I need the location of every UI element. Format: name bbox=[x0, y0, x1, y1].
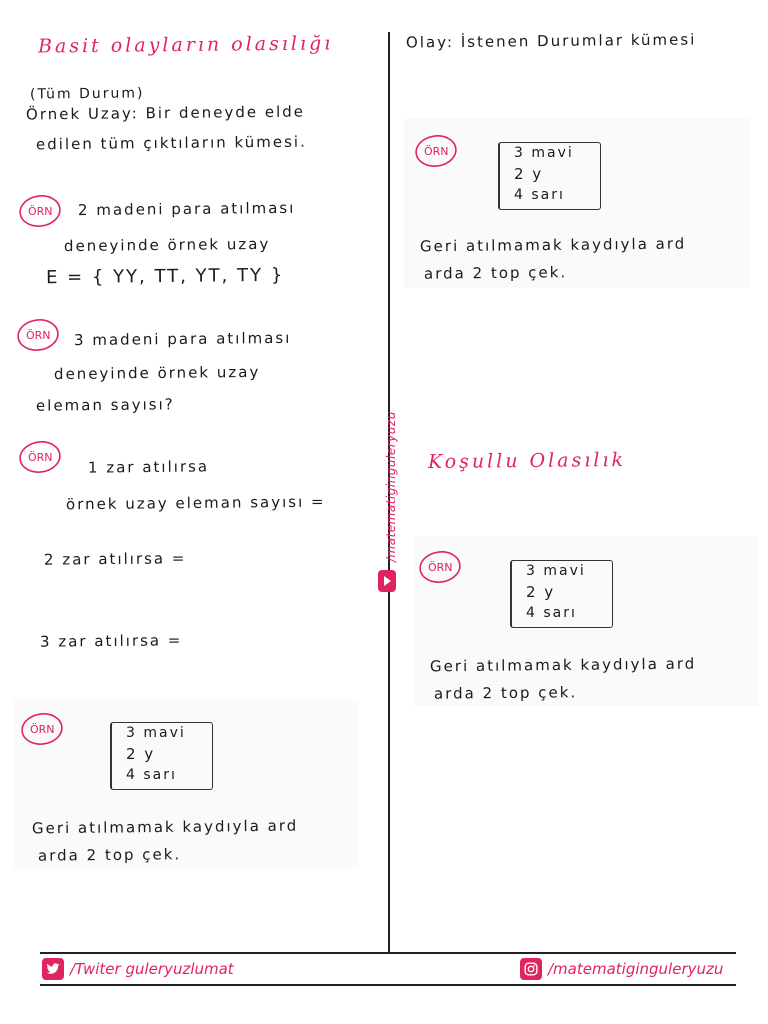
ball-set-box bbox=[498, 142, 601, 210]
ball-yellow-count: 4 sarı bbox=[526, 605, 577, 621]
instagram-handle: /matematiginguleryuzu bbox=[548, 960, 724, 978]
ornek-badge-icon bbox=[18, 192, 62, 230]
svg-text:ÖRN: ÖRN bbox=[28, 451, 53, 464]
twitter-handle: /Twiter guleryuzlumat bbox=[70, 960, 234, 978]
svg-text:ÖRN: ÖRN bbox=[26, 329, 51, 342]
ball-y-count: 2 y bbox=[126, 745, 156, 763]
ex1-sample-space: E = { YY, TT, YT, TY } bbox=[45, 264, 285, 289]
ball-y-count: 2 y bbox=[514, 165, 544, 183]
ornek-label: ÖRN bbox=[28, 205, 53, 218]
ball-blue-count: 3 mavi bbox=[514, 145, 574, 161]
brand-vertical-text: /matematiginguleryuzu bbox=[384, 411, 398, 562]
kosullu-title: Koşullu Olasılık bbox=[427, 448, 627, 474]
ornek-badge-icon bbox=[20, 710, 64, 748]
ball-blue-count: 3 mavi bbox=[126, 725, 186, 741]
svg-text:ÖRN: ÖRN bbox=[424, 145, 449, 158]
ball-set-box bbox=[110, 722, 213, 790]
definition-line-1: Örnek Uzay: Bir deneyde elde bbox=[25, 102, 306, 124]
ornek-badge-icon bbox=[418, 548, 462, 586]
ex3-line-4: 3 zar atılırsa = bbox=[39, 631, 183, 651]
twitter-link[interactable] bbox=[42, 958, 234, 980]
question-line-1: Geri atılmamak kaydıyla ard bbox=[429, 654, 697, 676]
ornek-badge-icon bbox=[18, 438, 62, 476]
ball-yellow-count: 4 sarı bbox=[514, 187, 565, 203]
question-line-1: Geri atılmamak kaydıyla ard bbox=[31, 816, 299, 838]
ball-y-count: 2 y bbox=[526, 583, 556, 601]
ex2-line-3: eleman sayısı? bbox=[35, 395, 175, 415]
question-line-2: arda 2 top çek. bbox=[423, 263, 568, 283]
youtube-icon bbox=[378, 570, 396, 592]
ball-blue-count: 3 mavi bbox=[526, 563, 586, 579]
ball-yellow-count: 4 sarı bbox=[126, 767, 177, 783]
ex3-line-1: 1 zar atılırsa bbox=[87, 457, 210, 477]
ex1-line-1: 2 madeni para atılması bbox=[77, 198, 296, 220]
ornek-badge-icon bbox=[16, 316, 60, 354]
question-line-1: Geri atılmamak kaydıyla ard bbox=[419, 234, 687, 256]
tum-durum-label: (Tüm Durum) bbox=[29, 85, 145, 103]
svg-text:ÖRN: ÖRN bbox=[30, 723, 55, 736]
ornek-badge-icon bbox=[414, 132, 458, 170]
olay-definition: Olay: İstenen Durumlar kümesi bbox=[405, 30, 697, 52]
vertical-brand bbox=[376, 390, 400, 600]
instagram-icon bbox=[520, 958, 542, 980]
question-line-2: arda 2 top çek. bbox=[433, 683, 578, 703]
question-line-2: arda 2 top çek. bbox=[37, 845, 182, 865]
ball-set-box bbox=[510, 560, 613, 628]
ex1-line-2: deneyinde örnek uzay bbox=[63, 234, 271, 256]
ex3-line-2: örnek uzay eleman sayısı = bbox=[65, 492, 326, 514]
left-title: Basit olayların olasılığı bbox=[37, 32, 334, 58]
footer-rule-top bbox=[40, 952, 736, 954]
twitter-icon bbox=[42, 958, 64, 980]
instagram-link[interactable] bbox=[520, 958, 723, 980]
svg-text:ÖRN: ÖRN bbox=[428, 561, 453, 574]
footer-rule-bottom bbox=[40, 984, 736, 986]
ex3-line-3: 2 zar atılırsa = bbox=[43, 549, 187, 569]
ex2-line-1: 3 madeni para atılması bbox=[73, 328, 292, 350]
ex2-line-2: deneyinde örnek uzay bbox=[53, 362, 261, 384]
definition-line-2: edilen tüm çıktıların kümesi. bbox=[35, 132, 307, 154]
